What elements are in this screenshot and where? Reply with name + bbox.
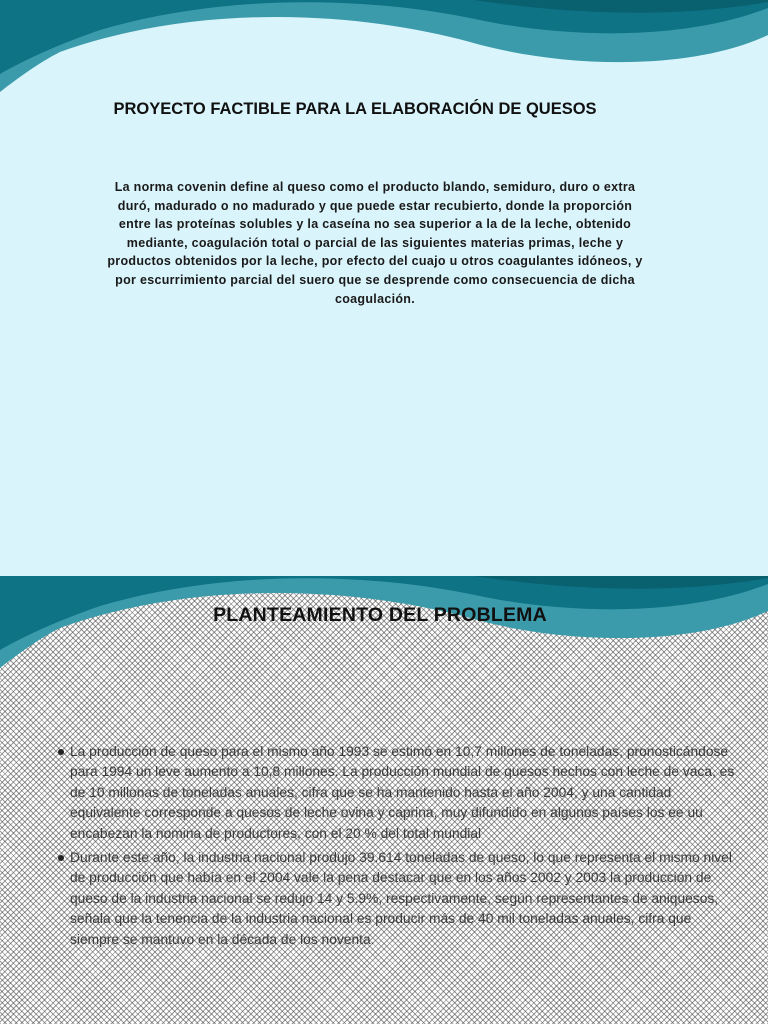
slide-title: PROYECTO FACTIBLE PARA LA ELABORACIÓN DE QUESOS (113, 100, 597, 118)
top-wave-decoration (0, 0, 768, 100)
bullet-text: La producción de queso para el mismo año 1993 se estimó en 10,7 millones de toneladas, pronosticándose para 1994 un leve aumento a 10,8 millones. La producción mundial de quesos hechos con leche de vaca, es de 10 millonas de toneladas anuales, cifra que se ha mantenido hasta el año 2004, y una cantidad equivalente corresponde a quesos de leche ovina y caprina, muy difundido en algunos países los ee uu encabezan la nomina de productores, con el 20 % del total mundial (70, 744, 735, 841)
bullet-icon (58, 855, 64, 861)
bullet-text: Durante este año, la industria nacional produjo 39.614 toneladas de queso, lo que representa el mismo nivel de producción que había en el 2004 vale la pena destacar que en los años 2002 y 2003 la producción de queso de la industria nacional se redujo 14 y 5.9%, respectivamente, según representantes de aniquesos, señala que la tenencia de la industria nacional es producir más de 40 mil toneladas anuales, cifra que siempre se mantuvo en la década de los noventa. (70, 850, 732, 947)
definition-paragraph: La norma covenin define al queso como el producto blando, semiduro, duro o extra duró, madurado o no madurado y que puede estar recubierto, donde la proporción entre las proteínas solubles y la caseína no sea superior a la de la leche, obtenido mediante, coagulación total o parcial de las siguientes materias primas, leche y productos obtenidos por la leche, por efecto del cuajo u otros coagulantes idóneos, y por escurrimiento parcial del suero que se desprende como consecuencia de dicha coagulación. (107, 180, 643, 306)
list-item (58, 742, 736, 844)
slide-2 (0, 576, 768, 1024)
list-item (58, 848, 736, 950)
slide-title: PLANTEAMIENTO DEL PROBLEMA (213, 604, 547, 626)
bullet-icon (58, 749, 64, 755)
bullet-list (58, 742, 736, 954)
